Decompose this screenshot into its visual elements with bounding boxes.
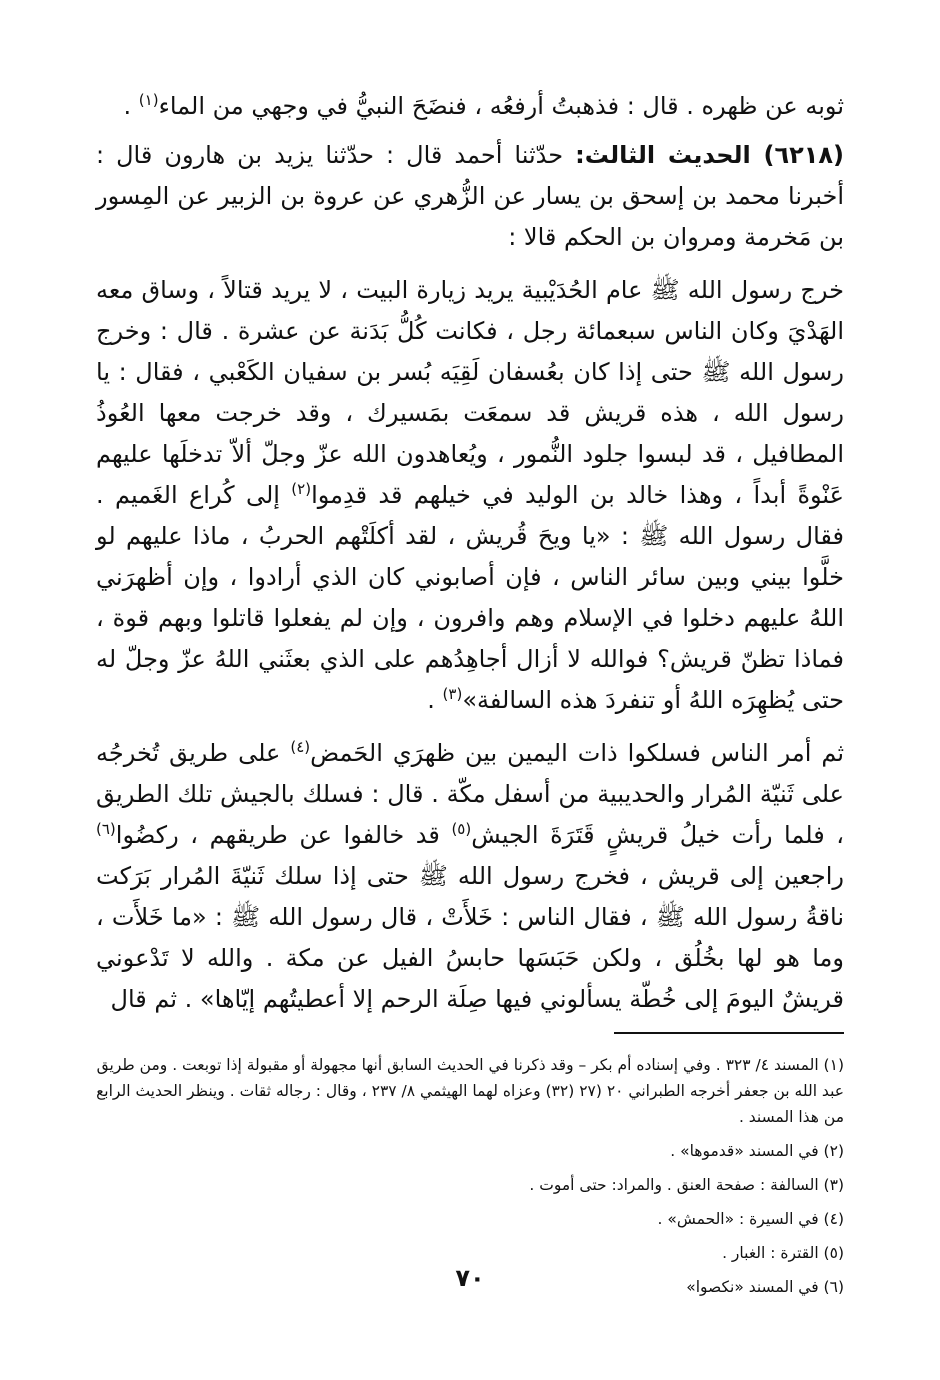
paragraph-text: قد خالفوا عن طريقهم ، ركضُوا <box>115 821 452 849</box>
paragraph-text: ثوبه عن ظهره . قال : فذهبتُ أرفعُه ، فنضَحَ النبيُّ في وجهي من الماء <box>158 92 844 120</box>
paragraph-text: على طريق تُخرجُه على ثَنيّة المُرار والحديبية من أسفل مكّة . قال : فسلك بالجيش تلك الطريق ، فلما رأت خيلُ قريشٍ قَتَرَةَ الجيش <box>96 739 844 849</box>
footnote-ref-4: (٤) <box>290 738 311 756</box>
paragraph-tail: . <box>123 92 139 120</box>
footnote-ref-5: (٥) <box>451 820 472 838</box>
paragraph-text: خرج رسول الله ﷺ عام الحُدَيْبية يريد زيارة البيت ، لا يريد قتالاً ، وساق معه الهَدْيَ وكان الناس سبعمائة رجل ، فكانت كُلُّ بَدَنة عن عشرة . قال : وخرج رسول الله ﷺ حتى إذا كان بعُسفان لَقِيَه بُسر بن سفيان الكَعْبي ، فقال : يا رسول الله ، هذه قريش قد سمعَت بمَسيرك ، وقد خرجت معها العُوذُ المطافيل ، قد لبسوا جلود النُّمور ، ويُعاهدون الله عزّ وجلّ ألاّ تدخلَها عليهم عَنْوةً أبداً ، وهذا خالد بن الوليد في خيلهم قد قدِموا <box>96 276 844 509</box>
page-number: ٧٠ <box>455 1264 485 1292</box>
paragraph-text: ثم أمر الناس فسلكوا ذات اليمين بين ظهرَي الحَمض <box>310 739 844 767</box>
footnote-3: (٣) السالفة : صفحة العنق . والمراد: حتى أموت . <box>529 1176 844 1194</box>
footnote-ref-2: (٢) <box>291 480 312 498</box>
footnote-divider <box>614 1032 844 1034</box>
hadith-chain <box>96 135 844 258</box>
footnote-4: (٤) في السيرة : «الحمش» . <box>657 1210 844 1228</box>
hadith-body-paragraph <box>96 270 844 721</box>
paragraph-text: إلى كُراع الغَميم . فقال رسول الله ﷺ : «يا ويحَ قُريش ، لقد أكلَتْهم الحربُ ، ماذا عليهم لو خلَّوا بيني وبين سائر الناس ، فإن أصابوني كان الذي أرادوا ، وإن أظهرَني اللهُ عليهم دخلوا في الإسلام وهم وافرون ، وإن لم يفعلوا قاتلوا وبهم قوة ، فماذا تظنّ قريش؟ فوالله لا أزال أجاهِدُهم على الذي بعثَني اللهُ عزّ وجلّ له حتى يُظهِرَه اللهُ أو تنفردَ هذه السالفة» <box>96 481 844 714</box>
hadith-body-paragraph <box>96 733 844 1020</box>
main-text <box>96 86 844 1020</box>
footnote-1: (١) المسند ٤/ ٣٢٣ . وفي إسناده أم بكر – وقد ذكرنا في الحديث السابق أنها مجهولة أو مقبولة إذا توبعت . ومن طريق عبد الله بن جعفر أخرجه الطبراني ٢٠ (٢٧ (٣٢) وعزاه لهما الهيثمي ٨/ ٢٣٧ ، وقال : رجاله ثقات . وينظر الحديث الرابع من هذا المسند . <box>96 1056 844 1126</box>
footnotes <box>96 1052 844 1300</box>
paragraph-continuation <box>96 86 844 127</box>
hadith-chain-text: حدّثنا أحمد قال : حدّثنا يزيد بن هارون قال : أخبرنا محمد بن إسحق بن يسار عن الزُّهري عن عروة بن الزبير عن المِسور بن مَخرمة ومروان بن الحكم قالا : <box>96 141 844 251</box>
footnote-2: (٢) في المسند «قدموها» . <box>670 1142 844 1160</box>
paragraph-tail: . <box>427 686 443 714</box>
hadith-title: (٦٢١٨) الحديث الثالث: <box>575 141 845 169</box>
footnote-ref-3: (٣) <box>442 685 463 703</box>
footnote-6: (٦) في المسند «نكصوا» <box>686 1278 844 1296</box>
footnote-ref-6: (٦) <box>96 820 116 838</box>
paragraph-text: راجعين إلى قريش ، فخرج رسول الله ﷺ حتى إذا سلك ثَنيّةَ المُرار بَرَكت ناقةُ رسول الله ﷺ ، فقال الناس : خَلأَتْ ، قال رسول الله ﷺ : «ما خَلأَت ، وما هو لها بخُلُق ، ولكن حَبَسَها حابسُ الفيل عن مكة . والله لا تَدْعوني قريشٌ اليومَ إلى خُطّة يسألوني فيها صِلَة الرحم إلا أعطيتُهم إيّاها» . ثم قال <box>96 862 844 1013</box>
footnote-ref-1: (١) <box>138 91 159 109</box>
footnote-5: (٥) القترة : الغبار . <box>722 1244 844 1262</box>
